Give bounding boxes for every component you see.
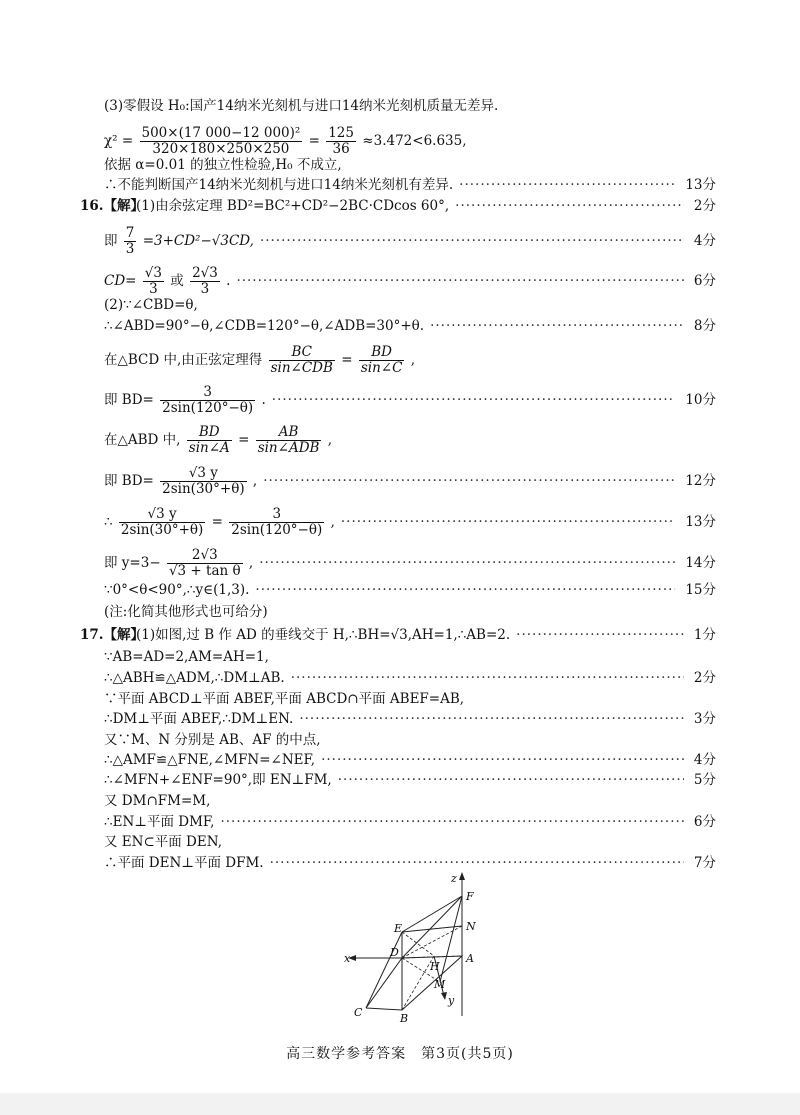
y-arrow-icon — [441, 992, 447, 1000]
chi-lhs: χ² = — [104, 133, 134, 149]
p16-note: (注:化简其他形式也可给分) — [104, 604, 268, 620]
label-z: z — [451, 872, 457, 885]
p17-line-5: ∴DM⊥平面 ABEF,∴DM⊥EN. ····· 3分 — [104, 710, 716, 728]
label-E: E — [394, 922, 403, 935]
p17-line-3: ∴△ABH≌△ADM,∴DM⊥AB. ····· 2分 — [104, 669, 716, 687]
p17-line-11: 又 EN⊂平面 DEN, — [104, 834, 222, 850]
p15-line-1: (3)零假设 H₀:国产14纳米光刻机与进口14纳米光刻机质量无差异. — [104, 98, 499, 114]
score: 2分 — [693, 198, 716, 214]
problem-17-label: 17.【解】 — [80, 627, 144, 643]
chi-fraction-1: $\frac{\text{500×(17 000−12 000)²}}{320\times 180\times 250\times 250}$ — [141, 125, 301, 157]
p15-line-3: 依据 α=0.01 的独立性检验,H₀ 不成立, — [104, 157, 342, 173]
leader-dots — [299, 710, 684, 728]
score: 3分 — [693, 711, 716, 727]
edge-FM — [440, 896, 462, 982]
edge-EC — [366, 932, 402, 1008]
page-footer: 高三数学参考答案 第3页(共5页) — [286, 1046, 514, 1062]
p17-line-4: ∵平面 ABCD⊥平面 ABEF,平面 ABCD∩平面 ABEF=AB, — [104, 691, 465, 707]
score: 12分 — [685, 473, 716, 489]
label-x: x — [344, 952, 351, 965]
leader-dots — [220, 813, 683, 831]
p17-line-8: ∴∠MFN+∠ENF=90°,即 EN⊥FM, ····· 5分 — [104, 771, 716, 789]
p15-chi-square: χ² = $\frac{\text{500×(17 000−12 000)²}}{320\times 180\times 250\times 250}$ = $\frac{125}{36}$ ≈3.472<6.635, — [104, 125, 467, 157]
score: 6分 — [693, 273, 716, 289]
leader-dots — [338, 771, 684, 789]
problem-16-label: 16.【解】 — [80, 198, 144, 214]
label-N: N — [466, 920, 476, 933]
p17-line-10: ∴EN⊥平面 DMF, ····· 6分 — [104, 813, 716, 831]
p17-line-12: ∴平面 DEN⊥平面 DFM. ····· 7分 — [104, 854, 716, 872]
score: 4分 — [693, 752, 716, 768]
leader-dots — [236, 272, 683, 290]
score: 4分 — [693, 233, 716, 249]
label-F: F — [466, 890, 474, 903]
leader-dots — [260, 232, 684, 250]
p17-line-9: 又 DM∩FM=M, — [104, 793, 211, 809]
leader-dots — [459, 176, 675, 194]
p16-line-4: (2)∵∠CBD=θ, — [104, 297, 198, 313]
score: 6分 — [693, 814, 716, 830]
p17-line-6: 又∵M、N 分别是 AB、AF 的中点, — [104, 732, 321, 748]
leader-dots — [263, 472, 675, 490]
p16-line-8: 在△ABD 中, $\frac{BD}{\sin\angle A}$ = $\frac{AB}{\text{sin∠ADB}}$ , — [104, 424, 333, 456]
p16-line-11: 即 y=3− $\frac{2√3}{\text{√3 + tan θ}}$ , ····· 14分 — [104, 548, 716, 579]
p16-line-5: ∴∠ABD=90°−θ,∠CDB=120°−θ,∠ADB=30°+θ. ····· 8分 — [104, 317, 716, 335]
score: 14分 — [685, 555, 716, 571]
label-C: C — [354, 1006, 363, 1019]
score: 2分 — [693, 670, 716, 686]
leader-dots — [291, 669, 684, 687]
leader-dots — [259, 554, 675, 572]
leader-dots — [516, 626, 684, 644]
leader-dots — [430, 317, 684, 335]
label-A: A — [466, 952, 474, 965]
p16-line-10: ∴ $\frac{√3 y}{2\sin(30^\circ+\theta)}$ = $\frac{3}{2\sin(120^\circ-\theta)}$ , ····· 13分 — [104, 507, 716, 538]
p17-line-7: ∴△AMF≌△FNE,∠MFN=∠NEF, ····· 4分 — [104, 751, 716, 769]
leader-dots — [321, 751, 684, 769]
p17-line-1: (1)如图,过 B 作 AD 的垂线交于 H,∴BH=√3,AH=1,∴AB=2. ····· 1分 — [136, 626, 716, 644]
score: 1分 — [693, 627, 716, 643]
score: 5分 — [693, 772, 716, 788]
score: 15分 — [685, 582, 716, 598]
leader-dots — [272, 391, 676, 409]
p16-line-7: 即 BD= $\frac{3}{2\sin(120^\circ-\theta)}$ . ····· 10分 — [104, 385, 716, 416]
leader-dots — [255, 581, 675, 599]
p16-line-1: (1)由余弦定理 BD²=BC²+CD²−2BC·CDcos 60°, ····· 2分 — [136, 197, 716, 215]
score: 13分 — [685, 514, 716, 530]
label-y: y — [448, 994, 455, 1007]
label-B: B — [400, 1012, 409, 1025]
label-H: H — [430, 960, 440, 973]
leader-dots — [455, 197, 684, 215]
p16-line-2: 即 $\frac{7}{3}$ =3+CD²−√3CD, ····· 4分 — [104, 226, 716, 257]
geometry-figure — [330, 868, 500, 1028]
p16-line-12: ∵0°<θ<90°,∴y∈(1,3). ····· 15分 — [104, 581, 716, 599]
p16-line-9: 即 BD= $\frac{√3 y}{2\sin(30^\circ+\theta)}$ , ····· 12分 — [104, 466, 716, 497]
score: 7分 — [693, 855, 716, 871]
score: 10分 — [685, 392, 716, 408]
score: 13分 — [685, 177, 716, 193]
z-arrow-icon — [459, 872, 465, 880]
chi-fraction-2: $\frac{125}{36}$ — [328, 125, 354, 157]
p16-line-6: 在△BCD 中,由正弦定理得 $\frac{BC}{\text{sin∠CDB}}$ = $\frac{BD}{\sin\angle C}$ , — [104, 344, 416, 376]
score: 8分 — [693, 318, 716, 334]
p17-line-2: ∵AB=AD=2,AM=AH=1, — [104, 649, 269, 665]
p16-line-3: CD= $\frac{√3}{3}$ 或 $\frac{2√3}{3}$ . ····· 6分 — [104, 266, 716, 297]
label-M: M — [434, 978, 446, 991]
leader-dots — [341, 513, 675, 531]
p15-line-4: ∴不能判断国产14纳米光刻机与进口14纳米光刻机有差异. ····· 13分 — [104, 176, 716, 194]
label-D: D — [390, 946, 399, 959]
bottom-margin-bar — [0, 1093, 800, 1115]
